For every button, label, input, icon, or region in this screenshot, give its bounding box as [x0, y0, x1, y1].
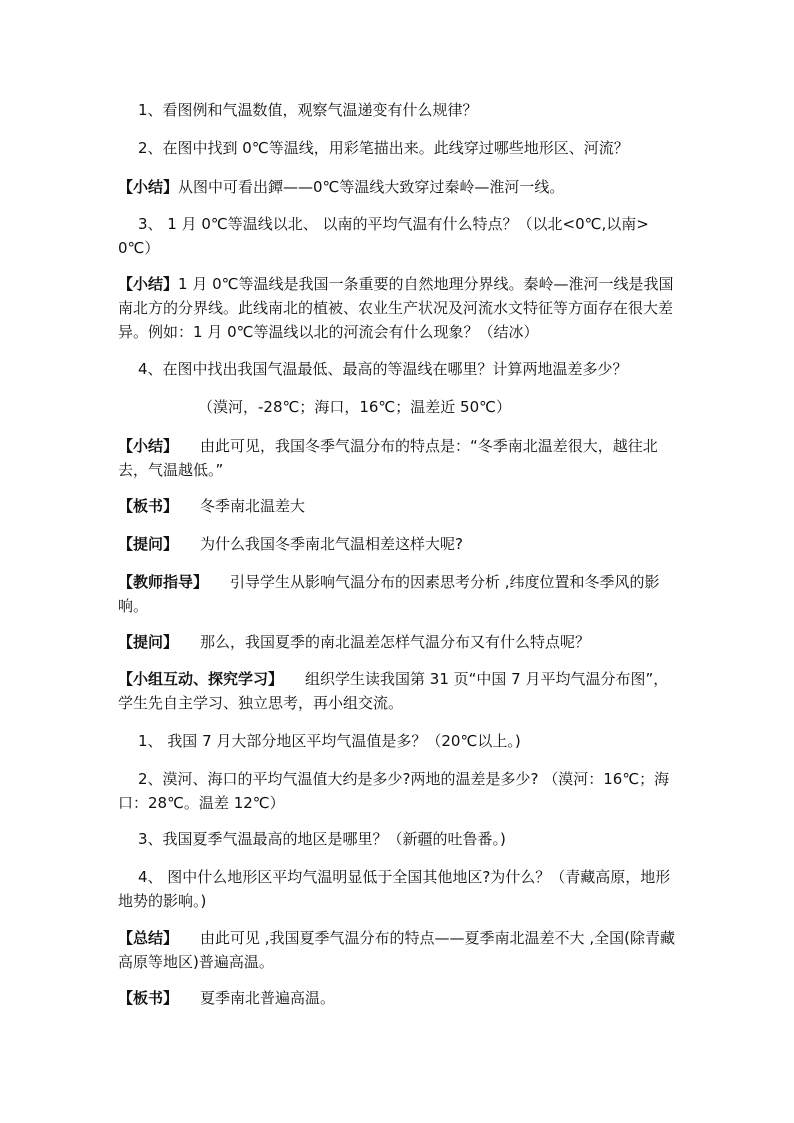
question-4: 4、在图中找出我国气温最低、最高的等温线在哪里？计算两地温差多少？ [138, 360, 628, 378]
question-why: 【提问】 为什么我国冬季南北气温相差这样大呢? [118, 535, 463, 553]
guidance-tag: 【教师指导】 [118, 573, 209, 591]
board-tag: 【板书】 [118, 989, 179, 1007]
summer-question-2: 2、漠河、海口的平均气温值大约是多少?两地的温差是多少? （漠河：16℃；海口：28℃。温差 12℃） [118, 770, 670, 812]
teacher-guidance: 【教师指导】 引导学生从影响气温分布的因素思考分析 ,纬度位置和冬季风的影响。 [118, 573, 660, 615]
conclusion-tag: 【总结】 [118, 929, 179, 947]
conclusion: 【总结】 由此可见 ,我国夏季气温分布的特点——夏季南北温差不大 ,全国(除青藏高原等地区)普遍高温。 [118, 929, 675, 971]
answer-4: （漠河，-28℃；海口，16℃；温差近 50℃） [198, 398, 511, 416]
activity-tag: 【小组互动、探究学习】 [118, 670, 284, 688]
question-2: 2、在图中找到 0℃等温线，用彩笔描出来。此线穿过哪些地形区、河流？ [138, 139, 629, 157]
summer-question-4: 4、 图中什么地形区平均气温明显低于全国其他地区?为什么？（青藏高原，地形地势的影响。) [118, 868, 671, 910]
board-tag: 【板书】 [118, 497, 179, 515]
question-1: 1、看图例和气温数值，观察气温递变有什么规律？ [138, 101, 478, 119]
group-activity: 【小组互动、探究学习】 组织学生读我国第 31 页“中国 7 月平均气温分布图”，学生先自主学习、独立思考，再小组交流。 [118, 670, 669, 712]
summary-2: 【小结】1 月 0℃等温线是我国一条重要的自然地理分界线。秦岭—淮河一线是我国南北方的分界线。此线南北的植被、农业生产状况及河流水文特征等方面存在很大差异。例如：1 月 0℃等温线以北的河流会有什么现象？（结冰） [118, 275, 674, 341]
question-tag: 【提问】 [118, 535, 179, 553]
summer-question-1: 1、 我国 7 月大部分地区平均气温值是多？（20℃以上。) [138, 732, 521, 750]
summary-tag: 【小结】 [118, 178, 179, 196]
summary-3: 【小结】 由此可见，我国冬季气温分布的特点是：“冬季南北温差很大，越往北去，气温越低。” [118, 437, 658, 479]
question-summer: 【提问】 那么，我国夏季的南北温差怎样气温分布又有什么特点呢？ [118, 633, 591, 651]
summer-question-3: 3、我国夏季气温最高的地区是哪里？（新疆的吐鲁番。) [138, 830, 506, 848]
summary-tag: 【小结】 [118, 275, 179, 293]
board-note-1: 【板书】 冬季南北温差大 [118, 497, 306, 515]
summary-tag: 【小结】 [118, 437, 179, 455]
board-note-2: 【板书】 夏季南北普遍高温。 [118, 989, 336, 1007]
question-3: 3、 1 月 0℃等温线以北、 以南的平均气温有什么特点？（以北<0℃,以南>0℃） [118, 215, 649, 257]
question-tag: 【提问】 [118, 633, 179, 651]
summary-1: 【小结】从图中可看出鐔——0℃等温线大致穿过秦岭—淮河一线。 [118, 178, 565, 196]
